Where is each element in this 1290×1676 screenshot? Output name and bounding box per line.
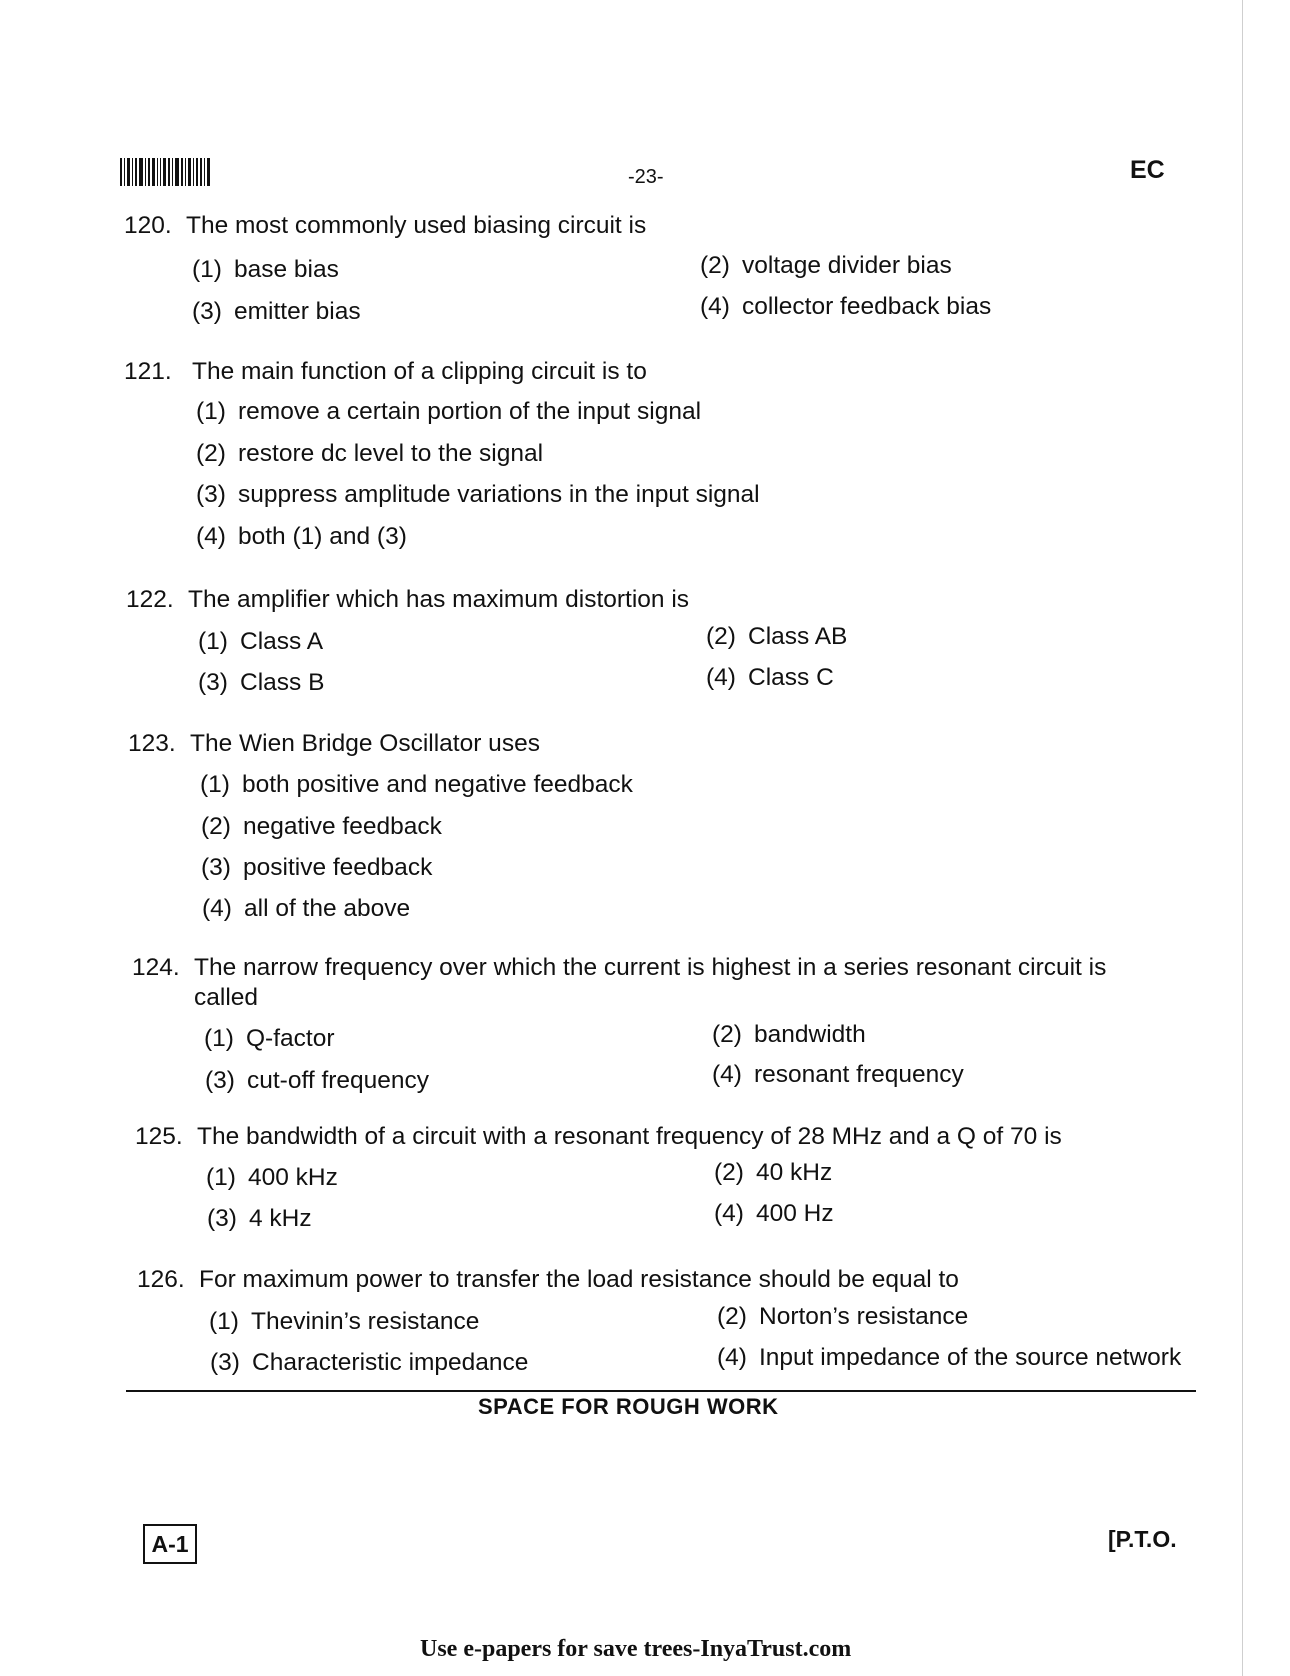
question-number: 124.	[132, 954, 180, 981]
option-4: (4) Input impedance of the source network	[717, 1344, 1182, 1371]
option-2: (2) Class AB	[706, 623, 848, 650]
rough-work-label: SPACE FOR ROUGH WORK	[478, 1394, 779, 1419]
option-2: (2) Norton’s resistance	[717, 1303, 969, 1330]
option-2: (2) bandwidth	[712, 1021, 866, 1048]
question-121	[124, 357, 647, 387]
option-3: (3) Characteristic impedance	[210, 1349, 529, 1376]
option-2: (2) 40 kHz	[714, 1159, 833, 1186]
option-3: (3) 4 kHz	[207, 1205, 312, 1232]
subject-code: EC	[1130, 156, 1165, 184]
question-number: 120.	[124, 212, 172, 239]
question-stem: The most commonly used biasing circuit is	[186, 212, 647, 239]
option-1: (1) both positive and negative feedback	[200, 771, 633, 798]
option-4: (4) all of the above	[202, 895, 411, 922]
option-1: (1) base bias	[192, 256, 339, 283]
question-125	[135, 1122, 1062, 1152]
question-number: 122.	[126, 586, 174, 613]
option-1: (1) Thevinin’s resistance	[209, 1308, 480, 1335]
option-4: (4) Class C	[706, 664, 834, 691]
footer-watermark-text: Use e-papers for save trees-InyaTrust.com	[420, 1636, 852, 1662]
option-1: (1) Class A	[198, 628, 324, 655]
option-2: (2) voltage divider bias	[700, 252, 952, 279]
option-1: (1) 400 kHz	[206, 1164, 338, 1191]
page-number: -23-	[628, 166, 664, 188]
question-124	[132, 953, 1106, 1013]
barcode-icon	[120, 158, 216, 186]
option-4: (4) collector feedback bias	[700, 293, 992, 320]
option-2: (2) restore dc level to the signal	[196, 440, 544, 467]
question-123	[128, 729, 540, 759]
question-number: 121.	[124, 358, 172, 385]
question-number: 126.	[137, 1266, 185, 1293]
option-3: (3) cut-off frequency	[205, 1067, 430, 1094]
option-2: (2) negative feedback	[201, 813, 442, 840]
option-4: (4) both (1) and (3)	[196, 523, 407, 550]
question-122	[126, 585, 689, 615]
question-stem: The bandwidth of a circuit with a resonant frequency of 28 MHz and a Q of 70 is	[197, 1123, 1062, 1150]
question-stem: The Wien Bridge Oscillator uses	[190, 730, 540, 757]
option-4: (4) 400 Hz	[714, 1200, 834, 1227]
option-3: (3) positive feedback	[201, 854, 433, 881]
option-3: (3) Class B	[198, 669, 325, 696]
set-code-box: A-1	[143, 1524, 197, 1564]
question-120	[124, 211, 646, 241]
option-4: (4) resonant frequency	[712, 1061, 964, 1088]
option-1: (1) Q-factor	[204, 1025, 335, 1052]
option-3: (3) emitter bias	[192, 298, 361, 325]
question-stem: For maximum power to transfer the load resistance should be equal to	[199, 1266, 959, 1293]
question-number: 125.	[135, 1123, 183, 1150]
option-3: (3) suppress amplitude variations in the input signal	[196, 481, 760, 508]
question-stem: The amplifier which has maximum distortion is	[188, 586, 690, 613]
scan-edge-line	[1242, 0, 1243, 1676]
pto-label: [P.T.O.	[1108, 1526, 1177, 1552]
rough-work-divider	[126, 1390, 1196, 1392]
question-126	[137, 1265, 959, 1295]
question-number: 123.	[128, 730, 176, 757]
question-stem: The main function of a clipping circuit is to	[192, 358, 647, 385]
question-stem: The narrow frequency over which the current is highest in a series resonant circuit is called	[194, 954, 1107, 1011]
option-1: (1) remove a certain portion of the input signal	[196, 398, 702, 425]
